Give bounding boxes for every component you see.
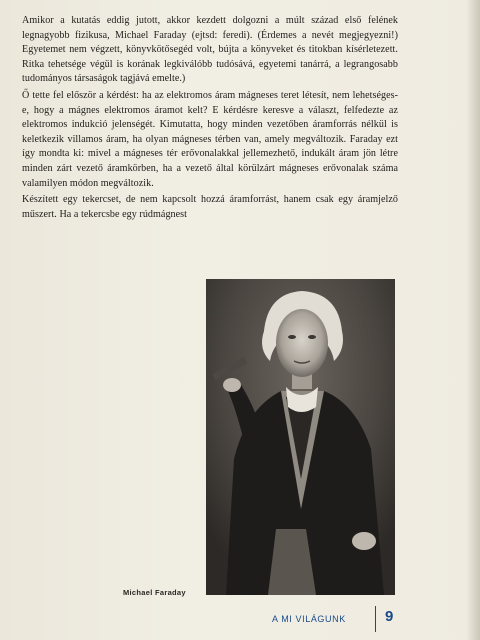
article-text bbox=[22, 14, 398, 224]
photo-caption: Michael Faraday bbox=[123, 588, 186, 597]
spine-shadow bbox=[466, 0, 480, 640]
page-number: 9 bbox=[385, 608, 394, 625]
paragraph-2: Ő tette fel először a kérdést: ha az elektromos áram mágneses teret létesít, nem lehetséges-e, hogy a mágnes elektromos áramot kelt? E kérdésre keresve a választ, felfedezte az elektromos indukció jelenségét. Kimutatta, hogy minden vezetőben áramforrás nélkül is keletkezik villamos áram, ha olyan mágneses térben van, amely megváltozik. Faraday ezt így mondta ki: mivel a mágneses tér erővonalakkal jellemezhető, indukált áram jön létre minden zárt vezető áramkörben, ha a vezető által körülzárt mágneses erővonalak száma valamilyen módon megváltozik. bbox=[22, 89, 398, 189]
footer-divider bbox=[375, 606, 376, 632]
series-title: A MI VILÁGUNK bbox=[272, 614, 346, 624]
faraday-portrait bbox=[206, 279, 395, 595]
paragraph-1: Amikor a kutatás eddig jutott, akkor kezdett dolgozni a múlt század első felének legnagyobb fizikusa, Michael Faraday (ejtsd: feredi). (Érdemes a nevét megjegyezni!) Egyetemet nem végzett, könyvkötősegéd volt, bújta a könyveket és titokban kísérletezett. Ritka tehetsége végül is korának legkiválóbb tudósává, egyetemi tanárrá, a legrangosabb tudományos társaságok tagjává emelte.) bbox=[22, 15, 398, 85]
paragraph-3: Készített egy tekercset, de nem kapcsolt hozzá áramforrást, hanem csak egy áramjelző műszert. Ha a tekercsbe egy rúdmágnest bbox=[22, 194, 398, 220]
